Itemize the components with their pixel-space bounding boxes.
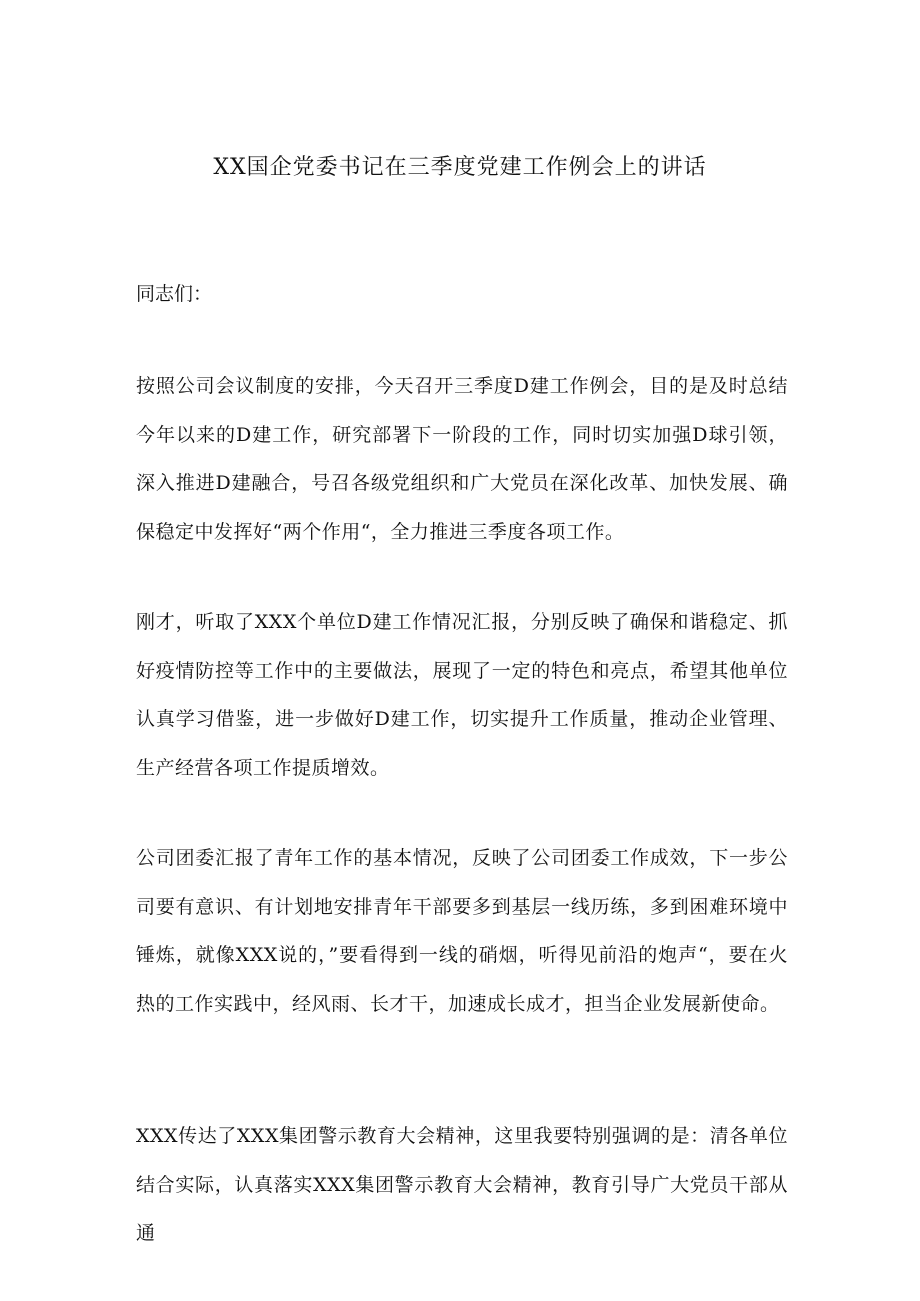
- paragraph-1: 按照公司会议制度的安排，今天召开三季度D建工作例会，目的是及时总结今年以来的D建工作，研究部署下一阶段的工作，同时切实加强D球引领，深入推进D建融合，号召各级党组织和广大党员在深化改革、加快发展、确保稳定中发挥好“两个作用“，全力推进三季度各项工作。: [136, 375, 788, 543]
- paragraph-2: 刚才，听取了XXX个单位D建工作情况汇报，分别反映了确保和谐稳定、抓好疫情防控等工作中的主要做法，展现了一定的特色和亮点，希望其他单位认真学习借鉴，进一步做好D建工作，切实提升工作质量，推动企业管理、生产经营各项工作提质增效。: [136, 611, 788, 779]
- paragraph-3: 公司团委汇报了青年工作的基本情况，反映了公司团委工作成效，下一步公司要有意识、有计划地安排青年干部要多到基层一线历练，多到困难环境中锤炼，就像XXX说的，”要看得到一线的硝烟，听得见前沿的炮声“，要在火热的工作实践中，经风雨、长才干，加速成长成才，担当企业发展新使命。: [136, 847, 788, 1015]
- document-title: XX国企党委书记在三季度党建工作例会上的讲话: [213, 155, 707, 180]
- paragraph-4: XXX传达了XXX集团警示教育大会精神，这里我要特别强调的是：清各单位结合实际，认真落实XXX集团警示教育大会精神，教育引导广大党员干部从通: [136, 1125, 788, 1244]
- salutation: 同志们：: [136, 283, 213, 305]
